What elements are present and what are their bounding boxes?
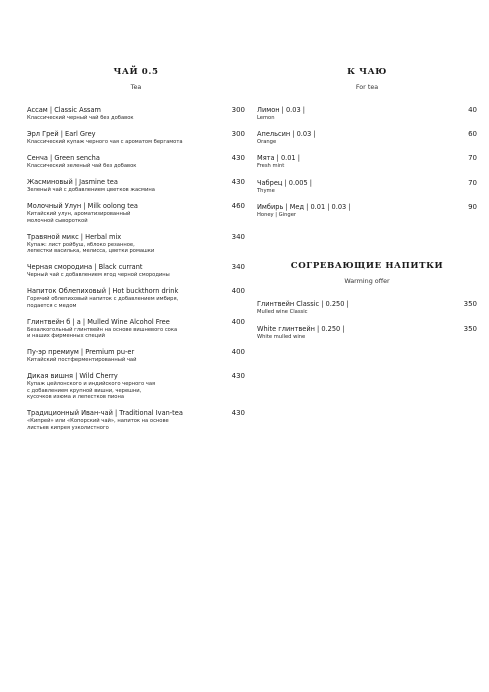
menu-item (27, 287, 245, 309)
description-line: Купаж цейлонского и индийского черного чая (27, 381, 156, 388)
description-line: Черный чай с добавлением ягод черной смородины (27, 272, 170, 279)
item-description (257, 188, 447, 195)
item-description (27, 163, 215, 170)
menu-item (27, 154, 245, 170)
item-price: 40 (468, 106, 477, 114)
item-description (257, 139, 447, 146)
tea-section (27, 66, 245, 440)
description-line: Mulled wine Classic (257, 309, 308, 316)
description-line: Honey | Ginger (257, 211, 297, 218)
item-description (27, 357, 215, 364)
item-name: Глинтвейн б | а | Mulled Wine Alcohol Free (27, 317, 170, 326)
item-price: 430 (231, 177, 245, 186)
item-price: 340 (231, 263, 245, 272)
section-subtitle: Warming offer (344, 277, 390, 286)
item-description (27, 418, 215, 431)
item-name: Сенча | Green sencha (27, 153, 100, 162)
item-name: Традиционный Иван-чай | Traditional Ivan-tea (27, 409, 183, 418)
menu-item (257, 300, 477, 316)
menu-item (27, 348, 245, 364)
item-name: Молочный Улун | Milk oolong tea (27, 201, 138, 210)
section-subtitle: For tea (355, 83, 379, 91)
menu-item (27, 202, 245, 224)
item-description (257, 115, 447, 122)
item-name: Глинтвейн Classic | 0.250 | (257, 300, 349, 309)
description-line: Купаж: лист ройбуш, яблоко резанное, (27, 241, 135, 248)
description-line: листьев кипрея узколистного (27, 424, 109, 431)
description-line: Thyme (257, 187, 275, 194)
item-price: 300 (231, 106, 245, 114)
menu-item (27, 178, 245, 194)
menu-item (257, 203, 477, 219)
menu-item (27, 233, 245, 255)
description-line: Классический зеленый чай без добавок (27, 162, 137, 169)
item-description (257, 163, 447, 170)
menu-item (27, 372, 245, 401)
item-description (27, 296, 215, 309)
menu-item (257, 130, 477, 146)
item-price: 400 (231, 317, 245, 326)
item-price: 430 (231, 409, 245, 418)
description-line: Китайский постферментированный чай (27, 357, 137, 364)
menu-item (27, 130, 245, 146)
menu-item (257, 106, 477, 122)
item-description (27, 139, 215, 146)
item-price: 350 (463, 300, 477, 309)
item-name: Апельсин | 0.03 | (257, 130, 316, 139)
item-name: Эрл Грей | Earl Grey (27, 129, 96, 138)
section-subtitle: Tea (130, 83, 142, 91)
item-name: Мята | 0.01 | (257, 154, 300, 163)
item-name: White глинтвейн | 0.250 | (257, 324, 345, 333)
item-description (27, 187, 215, 194)
item-description (27, 115, 215, 122)
item-price: 60 (468, 130, 477, 139)
item-description (27, 381, 215, 401)
description-line: Orange (257, 139, 277, 146)
item-name: Напиток Облепиховый | Hot buckthorn drink (27, 287, 179, 296)
item-price: 70 (468, 154, 477, 163)
description-line: «Кипрей» или «Копорский чай», напиток на основе (27, 418, 169, 425)
description-line: и наших фирменных специй (27, 333, 105, 340)
item-price: 400 (231, 287, 245, 296)
item-price: 350 (463, 324, 477, 333)
menu-item (257, 179, 477, 195)
menu-item (27, 106, 245, 122)
item-description (27, 211, 215, 224)
description-line: Fresh mint (257, 163, 285, 170)
description-line: White mulled wine (257, 333, 306, 340)
menu-item (27, 263, 245, 279)
menu-item (257, 325, 477, 341)
warming-list (257, 300, 477, 340)
description-line: Lemon (257, 115, 275, 121)
item-price: 460 (231, 201, 245, 210)
item-description (257, 309, 447, 316)
item-price: 430 (231, 372, 245, 381)
item-name: Травяной микс | Herbal mix (27, 232, 122, 241)
item-name: Лимон | 0.03 | (257, 106, 305, 114)
item-price: 340 (231, 232, 245, 241)
item-name: Пу-эр премиум | Premium pu-er (27, 348, 135, 357)
menu-item (27, 318, 245, 340)
description-line: Безалкогольный глинтвейн на основе вишневого сока (27, 326, 178, 333)
description-line: Зеленый чай с добавлением цветков жасмина (27, 186, 155, 193)
warming-section (257, 260, 477, 340)
description-line: с добавлением крупной вишни, черешни, (27, 387, 142, 394)
right-column (257, 66, 477, 349)
description-line: кусочков изюма и лепестков пиона (27, 394, 125, 401)
for-tea-section (257, 66, 477, 218)
section-title: ЧАЙ 0.5 (113, 67, 159, 77)
description-line: молочной сывороткой (27, 217, 88, 224)
section-title: СОГРЕВАЮЩИЕ НАПИТКИ (290, 261, 444, 272)
description-line: Классический купаж черного чая с ароматом бергамота (27, 138, 183, 145)
item-description (27, 242, 215, 255)
menu-item (257, 154, 477, 170)
item-name: Жасминовый | Jasmine tea (27, 177, 118, 186)
item-price: 70 (468, 178, 477, 187)
item-description (257, 334, 447, 341)
menu-item (27, 409, 245, 431)
item-price: 300 (231, 129, 245, 138)
for-tea-list (257, 106, 477, 218)
tea-list (27, 106, 245, 432)
item-name: Ассам | Classic Assam (27, 106, 101, 114)
description-line: Горячий облепиховый напиток с добавлением имбиря, (27, 296, 179, 303)
item-name: Имбирь | Мед | 0.01 | 0.03 | (257, 202, 351, 211)
item-price: 400 (231, 348, 245, 357)
item-name: Дикая вишня | Wild Cherry (27, 372, 118, 381)
description-line: лепестки василька, мелисса, цветки ромашки (27, 248, 155, 255)
item-name: Черная смородина | Black currant (27, 263, 143, 272)
description-line: Классический черный чай без добавок (27, 115, 134, 121)
section-title: К ЧАЮ (347, 67, 387, 77)
description-line: подается с медом (27, 302, 77, 309)
item-price: 90 (468, 202, 477, 211)
item-price: 430 (231, 153, 245, 162)
item-description (27, 272, 215, 279)
item-description (257, 212, 447, 219)
description-line: Китайский улун, ароматизированный (27, 210, 131, 217)
item-description (27, 327, 215, 340)
item-name: Чабрец | 0.005 | (257, 178, 312, 187)
